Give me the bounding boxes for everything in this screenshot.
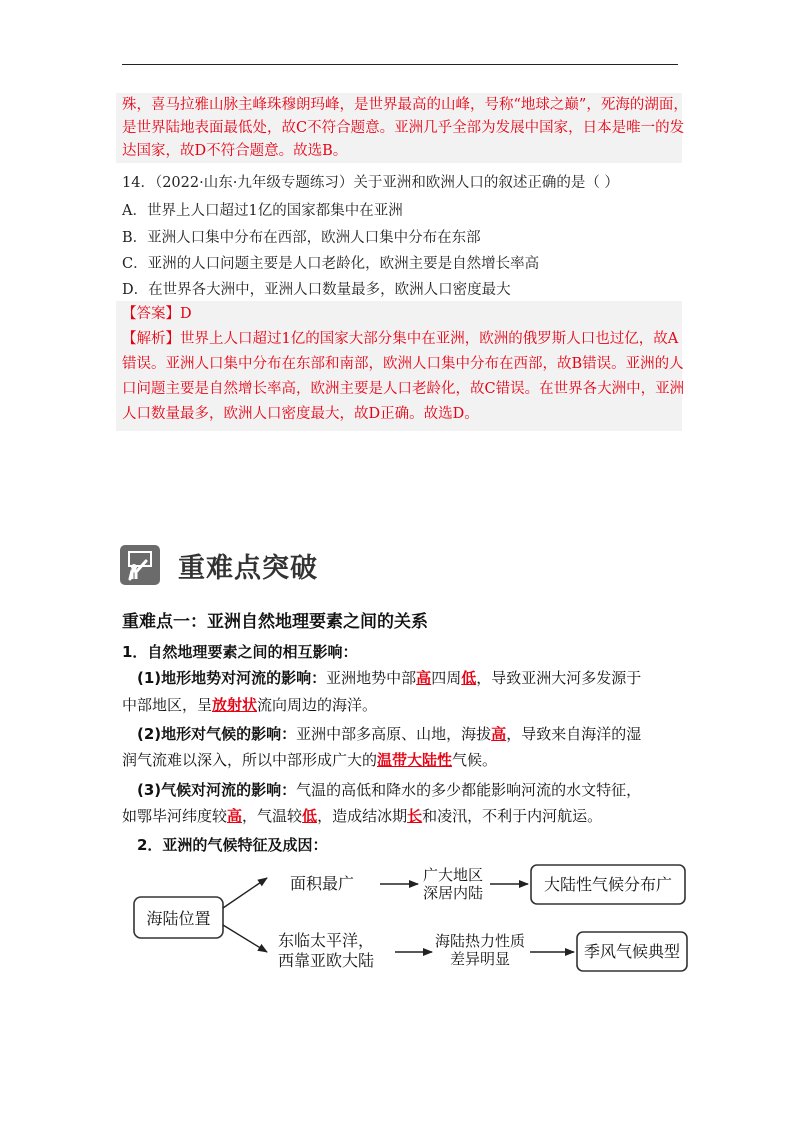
analysis-text: 世界上人口超过1亿的国家大部分集中在亚洲，欧洲的俄罗斯人口也过亿，故A: [180, 331, 679, 347]
bottom-mid-2: 差异明显: [449, 950, 511, 968]
keyword: 低: [461, 669, 477, 687]
bottom-result: 季风气候典型: [583, 942, 681, 961]
analysis-text-line: 达国家，故D不符合题意。故选B。: [122, 143, 348, 159]
top-mid-2: 深居内陆: [422, 884, 484, 902]
text: 四周: [431, 669, 462, 687]
subheading-2: 2．亚洲的气候特征及成因：: [137, 836, 328, 854]
answer-label: 【答案】: [122, 306, 180, 322]
text: 流向周边的海洋。: [257, 696, 378, 714]
analysis-label: 【解析】: [122, 331, 180, 347]
paragraph-label: (1)地形地势对河流的影响：: [137, 669, 327, 687]
text: ，气温较: [242, 807, 303, 825]
bottom-cause-1: 东临太平洋，: [278, 931, 375, 950]
paragraph-label: (2)地形对气候的影响：: [137, 725, 297, 743]
option-d: D．在世界各大洲中，亚洲人口数量最多，欧洲人口密度最大: [122, 282, 511, 298]
bottom-cause-2: 西靠亚欧大陆: [278, 951, 375, 970]
analysis-text-line: 错误。亚洲人口集中分布在东部和南部，欧洲人口集中分布在西部，故B错误。亚洲的人: [122, 356, 684, 372]
branch-arrow-bottom: [223, 925, 267, 952]
text: ，造成结冰期: [317, 807, 408, 825]
text: 中部地区，呈: [122, 696, 213, 714]
option-a: A．世界上人口超过1亿的国家都集中在亚洲: [122, 203, 403, 219]
keyword: 低: [302, 807, 318, 825]
top-cause: 面积最广: [290, 874, 355, 893]
text: ，导致来自海洋的湿: [506, 725, 642, 743]
keyword: 高: [227, 807, 243, 825]
branch-arrow-top: [223, 878, 267, 908]
text: 亚洲中部多高原、山地，海拔: [296, 725, 492, 743]
keyword: 温带大陆性: [377, 751, 453, 769]
option-b: B．亚洲人口集中分布在西部，欧洲人口集中分布在东部: [122, 230, 481, 246]
keyword: 高: [416, 669, 432, 687]
section-title: 重难点突破: [178, 553, 318, 584]
bottom-mid-1: 海陆热力性质: [434, 932, 526, 950]
keyword: 放射状: [212, 696, 258, 714]
subheading-1: 1．自然地理要素之间的相互影响：: [122, 643, 358, 661]
option-c: C．亚洲的人口问题主要是人口老龄化，欧洲主要是自然增长率高: [122, 256, 540, 272]
top-result: 大陆性气候分布广: [543, 875, 673, 894]
text: 润气流难以深入，所以中部形成广大的: [122, 751, 378, 769]
paragraph-label: (3)气候对河流的影响：: [137, 781, 297, 799]
top-mid-1: 广大地区: [422, 866, 484, 884]
text: 气温的高低和降水的多少都能影响河流的水文特征，: [296, 781, 642, 799]
answer-value: D: [180, 306, 192, 322]
root-label: 海陆位置: [146, 909, 211, 928]
question-stem: 14．（2022·山东·九年级专题练习）关于亚洲和欧洲人口的叙述正确的是（ ）: [122, 175, 619, 191]
analysis-text-line: 殊，喜马拉雅山脉主峰珠穆朗玛峰，是世界最高的山峰，号称“地球之巅”，死海的湖面，: [122, 97, 688, 113]
analysis-text-line: 人口数量最多，欧洲人口密度最大，故D正确。故选D。: [122, 406, 479, 422]
keyword: 长: [407, 807, 423, 825]
analysis-text-line: 是世界陆地表面最低处，故C不符合题意。亚洲几乎全部为发展中国家，日本是唯一的发: [122, 120, 685, 136]
text: 和凌汛，不利于内河航运。: [422, 807, 603, 825]
text: ，导致亚洲大河多发源于: [476, 669, 642, 687]
keyword: 高: [491, 725, 507, 743]
text: 亚洲地势中部: [326, 669, 417, 687]
text: 气候。: [452, 751, 498, 769]
key-point-title: 重难点一：亚洲自然地理要素之间的关系: [122, 612, 428, 632]
analysis-text-line: 口问题主要是自然增长率高，欧洲主要是人口老龄化，故C错误。在世界各大洲中，亚洲: [122, 381, 685, 397]
text: 如鄂毕河纬度较: [122, 807, 228, 825]
